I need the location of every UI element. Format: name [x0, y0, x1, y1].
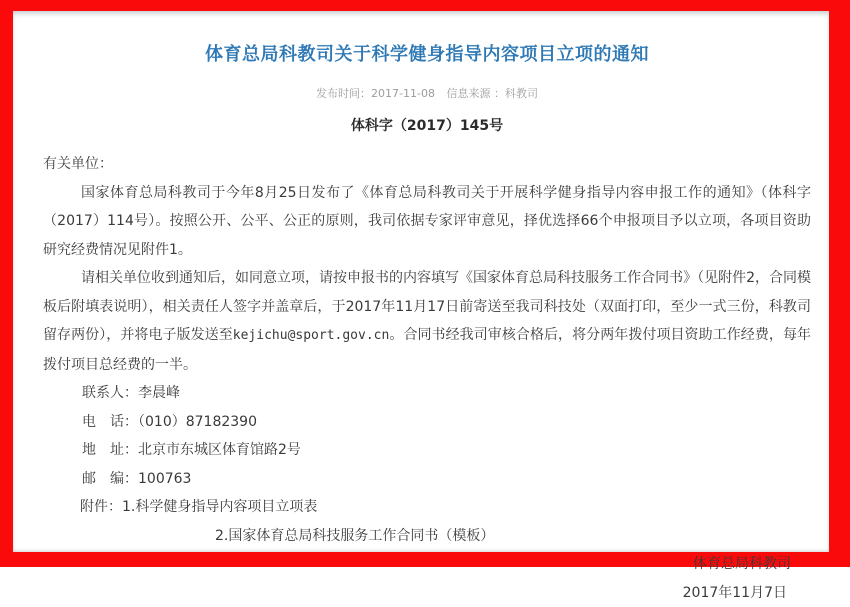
salutation: 有关单位： [43, 150, 811, 179]
signature-org: 体育总局科教司 [43, 550, 791, 579]
document-page [13, 11, 829, 552]
contact-postcode-line: 邮 编：100763 [43, 465, 811, 494]
publish-meta [43, 87, 811, 100]
document-body [43, 150, 811, 607]
contact-address-line: 地 址：北京市东城区体育馆路2号 [43, 436, 811, 465]
email-text: kejichu@sport.gov.cn [233, 328, 390, 343]
attachment-line-1: 附件：1.科学健身指导内容项目立项表 [43, 493, 811, 522]
info-source: 信息来源 ：科教司 [446, 87, 538, 100]
paragraph-2-text-after: 。合同书经我司审核合格后，将分两年拨付项目资助工作经费，每年拨付项目总经费的一半。 [43, 327, 811, 373]
signature-block [43, 550, 811, 607]
paragraph-2-text-before: 请相关单位收到通知后，如同意立项，请按申报书的内容填写《国家体育总局科技服务工作合同书》（见附件2，合同模板后附填表说明），相关责任人签字并盖章后，于2017年11月17日前寄送至我司科技处（双面打印，至少一式三份，科教司留存两份），并将电子版发送至 [43, 270, 811, 343]
paragraph-2 [43, 264, 811, 379]
contact-person-line: 联系人：李晨峰 [43, 379, 811, 408]
attachment-line-2: 2.国家体育总局科技服务工作合同书（模板） [43, 522, 811, 551]
paragraph-1: 国家体育总局科教司于今年8月25日发布了《体育总局科教司关于开展科学健身指导内容申报工作的通知》（体科字（2017）114号）。按照公开、公平、公正的原则，我司依据专家评审意见，择优选择66个申报项目予以立项，各项目资助研究经费情况见附件1。 [43, 179, 811, 265]
document-title: 体育总局科教司关于科学健身指导内容项目立项的通知 [43, 43, 811, 67]
contact-phone-line: 电 话：（010）87182390 [43, 408, 811, 437]
publish-date: 发布时间：2017-11-08 [316, 87, 435, 100]
signature-date: 2017年11月7日 [43, 579, 791, 607]
doc-number: 体科字（2017）145号 [43, 117, 811, 135]
